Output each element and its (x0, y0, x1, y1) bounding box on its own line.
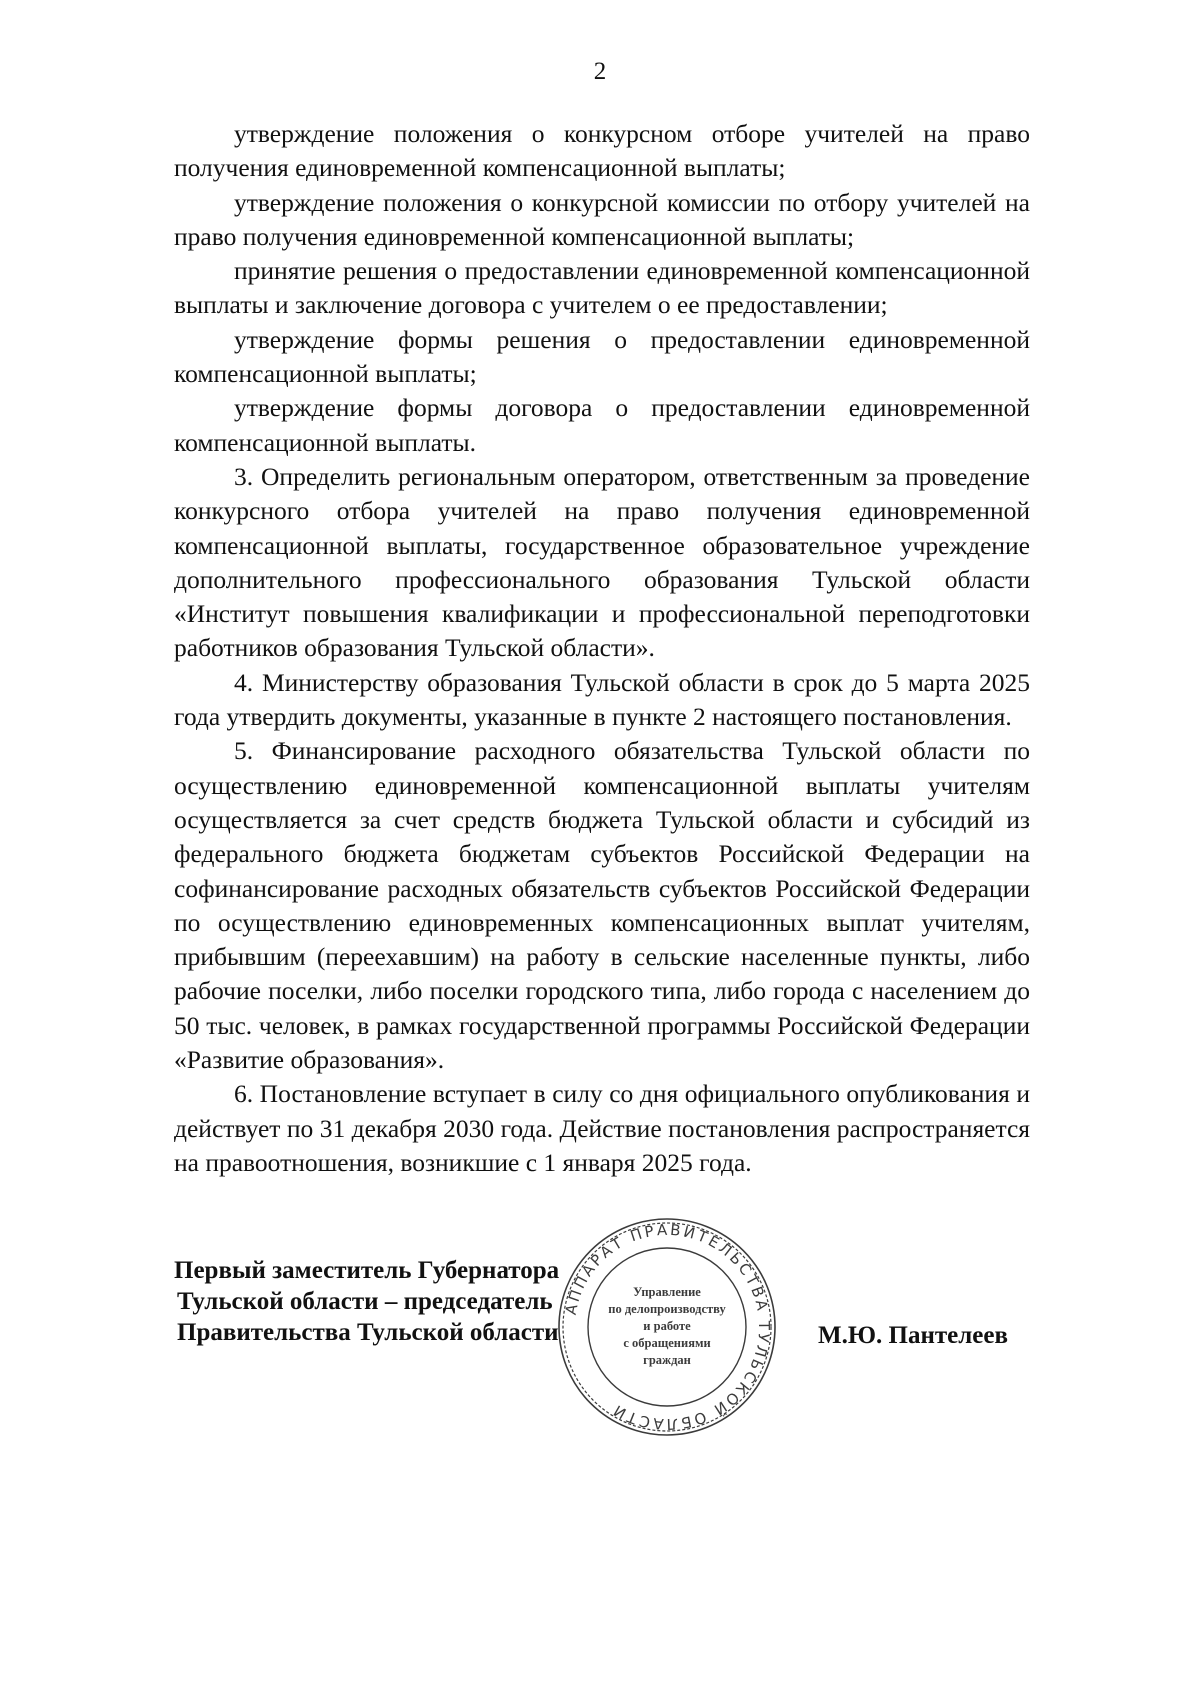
signature-position-line: Тульской области – председатель (177, 1288, 553, 1315)
paragraph: утверждение положения о конкурсном отборе учителей на право получения единовременной компенсационной выплаты; (174, 119, 1030, 183)
paragraph: 4. Министерству образования Тульской области в срок до 5 марта 2025 года утвердить документы, указанные в пункте 2 настоящего постановления. (174, 667, 1030, 732)
paragraph: 5. Финансирование расходного обязательства Тульской области по осуществлению единовременной компенсационной выплаты учителям осуществляется за счет средств бюджета Тульской области и субсидий из федерального бюджета бюджетам субъектов Российской Федерации на софинансирование расходных обязательств субъектов Российской Федерации по осуществлению единовременных компенсационных выплат учителям, прибывшим (переехавшим) на работу в сельские населенные пункты, либо рабочие поселки, либо поселки городского типа, либо города с населением до 50 тыс. человек, в рамках государственной программы Российской Федерации «Развитие образования». (174, 736, 1030, 1075)
signature-position-line: Первый заместитель Губернатора (174, 1257, 560, 1284)
signer-name: М.Ю. Пантелеев (818, 1322, 1008, 1349)
document-body (174, 117, 1030, 1180)
seal-inner-line: по делопроизводству (608, 1302, 726, 1316)
paragraph: утверждение положения о конкурсной комиссии по отбору учителей на право получения единовременной компенсационной выплаты; (174, 187, 1030, 251)
paragraph: утверждение формы договора о предоставлении единовременной компенсационной выплаты. (174, 393, 1030, 457)
paragraph: утверждение формы решения о предоставлении единовременной компенсационной выплаты; (174, 324, 1030, 389)
page-number: 2 (593, 58, 607, 85)
paragraph: принятие решения о предоставлении единовременной компенсационной выплаты и заключение договора с учителем о ее предоставлении; (174, 256, 1030, 320)
seal-inner-line: и работе (643, 1319, 691, 1333)
paragraph: 3. Определить региональным оператором, ответственным за проведение конкурсного отбора учителей на право получения единовременной компенсационной выплаты, государственное образовательное учреждение дополнительного профессионального образования Тульской области «Институт повышения квалификации и профессиональной переподготовки работников образования Тульской области». (174, 461, 1030, 663)
signature-position (174, 1255, 614, 1348)
signature-position-line: Правительства Тульской области (177, 1319, 559, 1346)
official-seal-stamp (556, 1216, 778, 1438)
seal-inner-line: с обращениями (623, 1336, 711, 1350)
seal-ring-text: АППАРАТ ПРАВИТЕЛЬСТВА ТУЛЬСКОЙ ОБЛАСТИ (561, 1220, 774, 1434)
seal-inner-line: Управление (633, 1285, 701, 1299)
paragraph: 6. Постановление вступает в силу со дня официального опубликования и действует по 31 декабря 2030 года. Действие постановления распространяется на правоотношения, возникшие с 1 января 2025 года. (174, 1079, 1030, 1177)
seal-inner-line: граждан (643, 1353, 691, 1367)
